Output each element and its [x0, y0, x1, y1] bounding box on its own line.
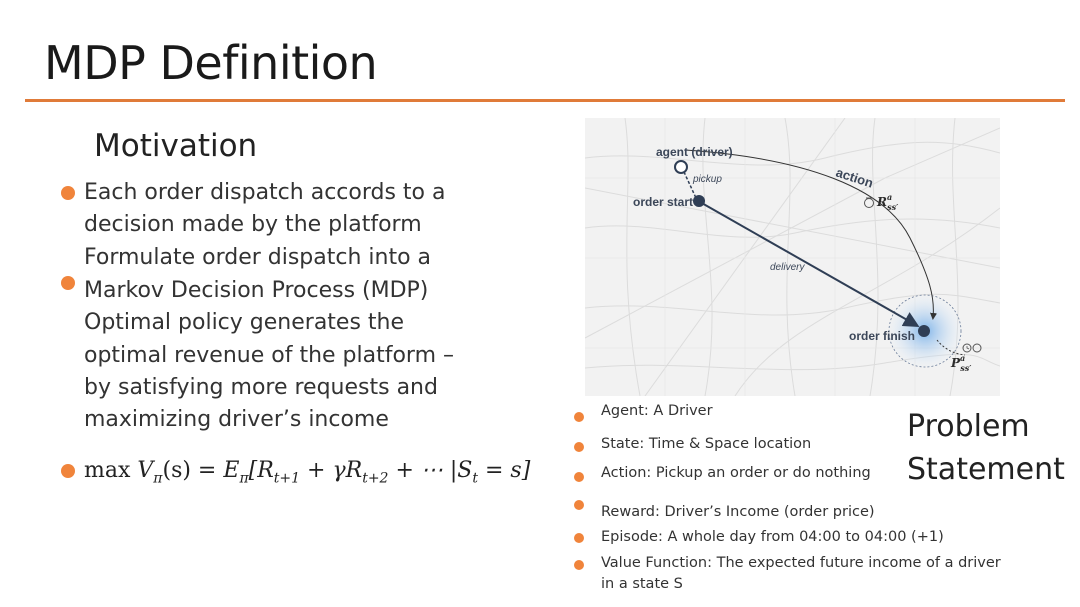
pickup-label: pickup: [693, 174, 722, 185]
bullet-dot: [574, 472, 584, 482]
order-finish-node: [918, 325, 930, 337]
motivation-line: maximizing driver’s income: [84, 407, 389, 432]
problem-item-episode: Episode: A whole day from 04:00 to 04:00 (+1): [601, 529, 944, 545]
bullet-dot: [574, 412, 584, 422]
probability-symbol: $P^a$ ss′: [951, 353, 972, 373]
problem-item-value-function-cont: in a state S: [601, 576, 683, 592]
bullet-dot: [574, 500, 584, 510]
bullet-dot: [574, 560, 584, 570]
bullet-dot: [574, 442, 584, 452]
money-bag-icon: [865, 198, 874, 208]
dispatch-map: [585, 118, 1000, 396]
problem-statement-heading: Problem Statement: [907, 409, 1065, 487]
agent-node: [675, 161, 687, 173]
bullet-dot: [61, 464, 75, 478]
title-divider: [25, 99, 1065, 102]
reward-symbol: $R^a$ ss′: [877, 192, 899, 212]
bullet-dot: [574, 533, 584, 543]
order-finish-label: order finish: [849, 329, 916, 343]
motivation-line: Optimal policy generates the: [84, 310, 405, 335]
problem-item-reward: Reward: Driver’s Income (order price): [601, 504, 875, 520]
problem-item-value-function: Value Function: The expected future income of a driver: [601, 555, 1001, 571]
motivation-line: Each order dispatch accords to a: [84, 180, 446, 205]
slide-title: MDP Definition: [44, 36, 378, 90]
map-illustration: [585, 118, 1000, 396]
action-curve: [685, 150, 933, 318]
motivation-line: optimal revenue of the platform –: [84, 343, 455, 368]
order-start-label: order start: [633, 195, 694, 209]
value-function-formula: $\max V_\pi(s) = E_\pi[R_{t+1} + \gamma R_{t+2}$ + ⋯ $|S_t = s$]: [84, 458, 531, 487]
bullet-dot: [61, 186, 75, 200]
motivation-line: Formulate order dispatch into a: [84, 245, 432, 270]
delivery-arrow: [700, 202, 916, 325]
motivation-heading: Motivation: [94, 128, 258, 164]
motivation-line: Markov Decision Process (MDP): [84, 278, 429, 303]
problem-item-state: State: Time & Space location: [601, 436, 812, 452]
motivation-line: by satisfying more requests and: [84, 375, 438, 400]
problem-item-agent: Agent: A Driver: [601, 403, 713, 419]
motivation-line: decision made by the platform: [84, 212, 422, 237]
bullet-dot: [61, 276, 75, 290]
delivery-label: delivery: [770, 262, 805, 273]
agent-label: agent (driver): [656, 145, 733, 159]
order-start-node: [693, 195, 705, 207]
problem-item-action: Action: Pickup an order or do nothing: [601, 465, 871, 481]
action-label: action: [834, 164, 876, 191]
